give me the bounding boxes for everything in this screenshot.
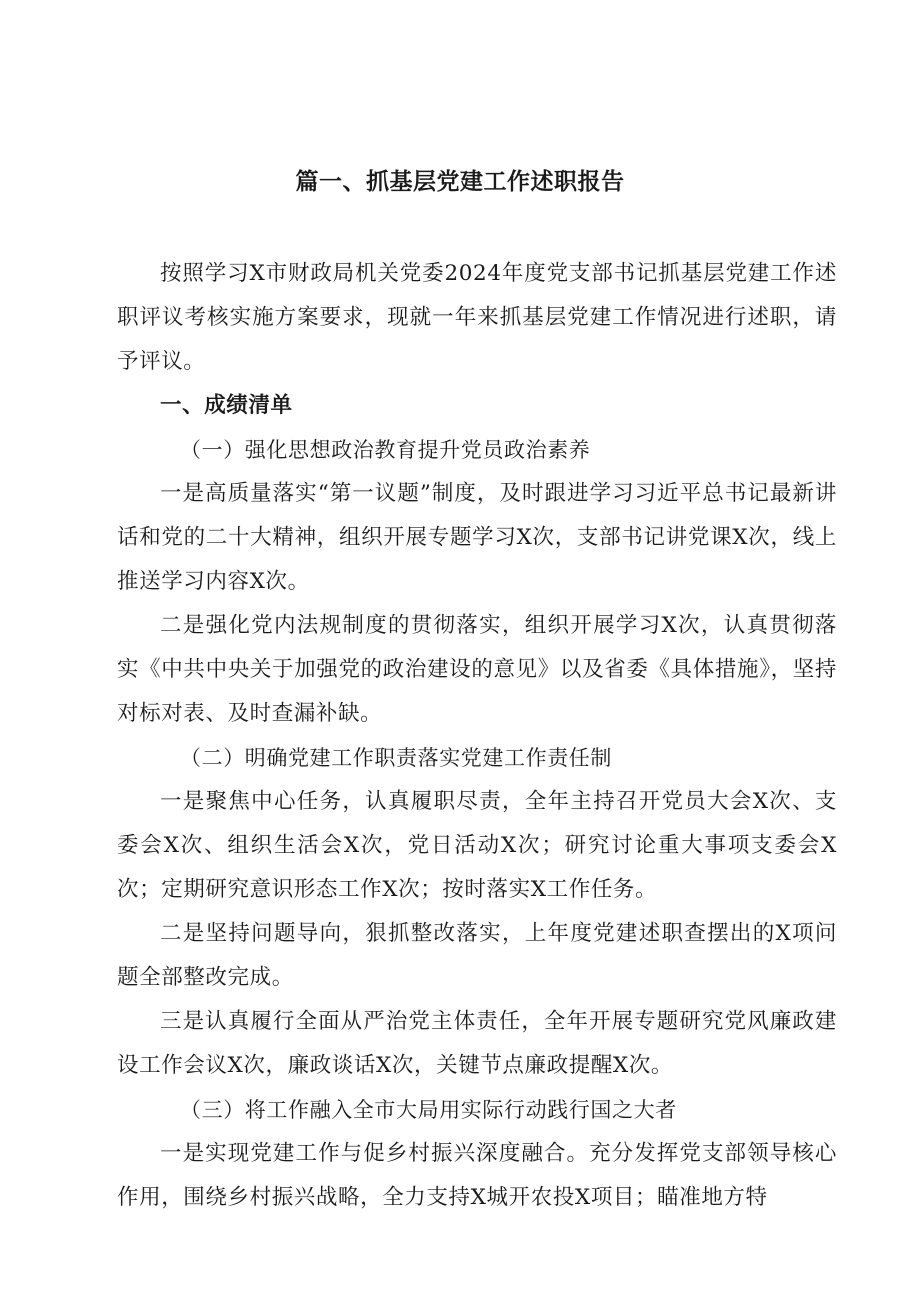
paragraph-1-2: 二是强化党内法规制度的贯彻落实，组织开展学习X次，认真贯彻落实《中共中央关于加强党的政治建设的意见》以及省委《具体措施》，坚持对标对表、及时查漏补缺。	[117, 613, 837, 726]
paragraph-3-1: 一是实现党建工作与促乡村振兴深度融合。充分发挥党支部领导核心作用，围绕乡村振兴战略，全力支持X城开农投X项目；瞄准地方特	[117, 1141, 837, 1210]
section-heading-achievements: 一、成绩清单	[160, 393, 293, 418]
paragraph-2-3: 三是认真履行全面从严治党主体责任，全年开展专题研究党风廉政建设工作会议X次，廉政谈话X次，关键节点廉政提醒X次。	[117, 1009, 837, 1078]
document-body	[117, 252, 837, 1220]
paragraph-2-2: 二是坚持问题导向，狠抓整改落实，上年度党建述职查摆出的X项问题全部整改完成。	[117, 921, 837, 990]
subsection-heading-2: （二）明确党建工作职责落实党建工作责任制	[180, 746, 612, 770]
document-title: 篇一、抓基层党建工作述职报告	[295, 169, 625, 195]
paragraph-1-1: 一是高质量落实“第一议题”制度，及时跟进学习习近平总书记最新讲话和党的二十大精神，组织开展专题学习X次，支部书记讲党课X次，线上推送学习内容X次。	[117, 481, 837, 594]
paragraph-2-1: 一是聚焦中心任务，认真履职尽责，全年主持召开党员大会X次、支委会X次、组织生活会X次，党日活动X次；研究讨论重大事项支委会X次；定期研究意识形态工作X次；按时落实X工作任务。	[117, 789, 837, 902]
subsection-heading-3: （三）将工作融入全市大局用实际行动践行国之大者	[180, 1098, 677, 1122]
subsection-heading-1: （一）强化思想政治教育提升党员政治素养	[180, 438, 591, 462]
intro-paragraph: 按照学习X市财政局机关党委2024年度党支部书记抓基层党建工作述职评议考核实施方案要求，现就一年来抓基层党建工作情况进行述职，请予评议。	[117, 261, 837, 374]
